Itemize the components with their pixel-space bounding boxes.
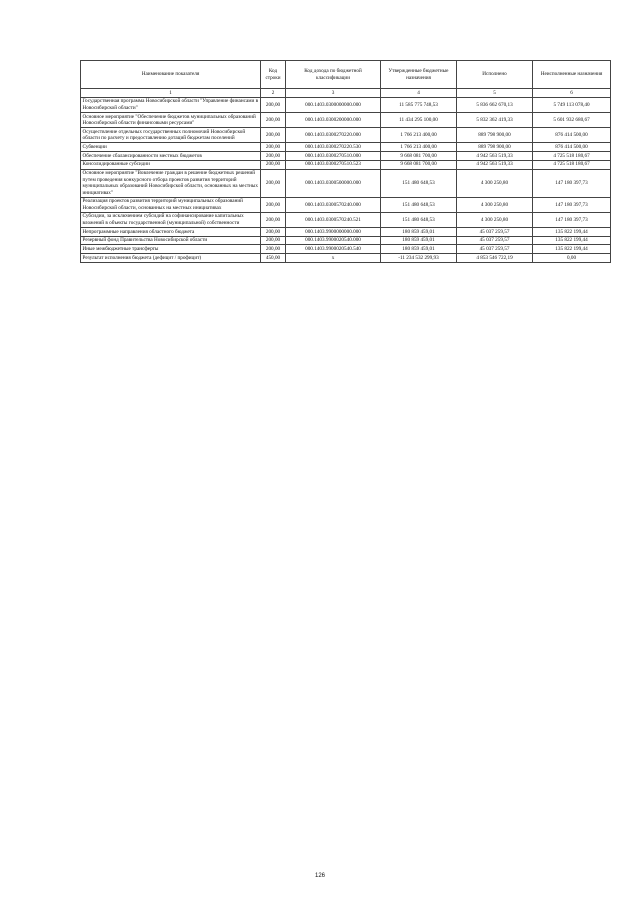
indicator-name-cell: Субсидии, за исключением субсидий на софинансирование капитальных вложений в объекты государственной (муниципальной) собственности [81, 212, 261, 227]
page-number: 126 [314, 873, 325, 879]
unexecuted-amount-cell: 147 180 397,73 [533, 197, 611, 212]
income-code-cell: 000.1403.9900000000.000 [286, 228, 381, 237]
budget-execution-table [80, 60, 611, 263]
unexecuted-amount-cell: 5 601 932 680,67 [533, 113, 611, 128]
approved-amount-cell: 1 766 213 400,00 [381, 128, 457, 143]
table-row [81, 97, 611, 112]
executed-amount-cell: 45 037 259,57 [457, 228, 533, 237]
column-number: 1 [81, 89, 261, 98]
income-code-cell: x [286, 254, 381, 263]
approved-amount-cell: 11 434 295 100,00 [381, 113, 457, 128]
executed-amount-cell: 889 798 900,00 [457, 143, 533, 152]
unexecuted-amount-cell: 135 822 199,44 [533, 245, 611, 254]
indicator-name-cell: Результат исполнения бюджета (дефицит / профицит) [81, 254, 261, 263]
approved-amount-cell: 151 480 648,53 [381, 212, 457, 227]
table-row [81, 128, 611, 143]
indicator-name-cell: Иные межбюджетные трансферты [81, 245, 261, 254]
table-row [81, 228, 611, 237]
income-code-cell: 000.1403.9900020540.000 [286, 236, 381, 245]
line-code-cell: 200,00 [261, 169, 286, 197]
header-approved: Утвержденные бюджетные назначения [381, 61, 457, 89]
approved-amount-cell: 180 859 459,01 [381, 245, 457, 254]
approved-amount-cell: 151 480 648,53 [381, 197, 457, 212]
executed-amount-cell: 4 300 250,80 [457, 212, 533, 227]
income-code-cell: 000.1403.0300270510.523 [286, 160, 381, 169]
executed-amount-cell: 4 853 546 722,19 [457, 254, 533, 263]
column-number: 6 [533, 89, 611, 98]
executed-amount-cell: 45 037 259,57 [457, 236, 533, 245]
executed-amount-cell: 45 037 259,57 [457, 245, 533, 254]
column-number: 4 [381, 89, 457, 98]
approved-amount-cell: 11 585 775 748,53 [381, 97, 457, 112]
header-executed: Исполнено [457, 61, 533, 89]
approved-amount-cell: 151 480 648,53 [381, 169, 457, 197]
approved-amount-cell: 9 668 081 700,00 [381, 160, 457, 169]
income-code-cell: 000.1403.0300270510.000 [286, 152, 381, 161]
indicator-name-cell: Государственная программа Новосибирской области "Управление финансами в Новосибирской области" [81, 97, 261, 112]
header-indicator-name: Наименование показателя [81, 61, 261, 89]
indicator-name-cell: Субвенции [81, 143, 261, 152]
indicator-name-cell: Основное мероприятие "Вовлечение граждан в решение бюджетных решений путем проведения конкурсного отбора проектов развития территорий муниципальных образований Новосибирской области, основанных на местных инициативах" [81, 169, 261, 197]
executed-amount-cell: 4 942 563 519,33 [457, 152, 533, 161]
line-code-cell: 200,00 [261, 212, 286, 227]
unexecuted-amount-cell: 135 822 199,44 [533, 228, 611, 237]
income-code-cell: 000.1403.0300270220.000 [286, 128, 381, 143]
table-row [81, 245, 611, 254]
executed-amount-cell: 5 832 362 419,33 [457, 113, 533, 128]
table-row [81, 212, 611, 227]
unexecuted-amount-cell: 4 725 518 180,67 [533, 152, 611, 161]
income-code-cell: 000.1403.0300270220.530 [286, 143, 381, 152]
approved-amount-cell: 9 668 081 700,00 [381, 152, 457, 161]
header-income-code: Код дохода по бюджетной классификации [286, 61, 381, 89]
table-row [81, 254, 611, 263]
approved-amount-cell: 1 766 213 400,00 [381, 143, 457, 152]
unexecuted-amount-cell: 0,00 [533, 254, 611, 263]
indicator-name-cell: Осуществление отдельных государственных полномочий Новосибирской области по расчету и предоставлению дотаций бюджетам поселений [81, 128, 261, 143]
table-row [81, 197, 611, 212]
table-row [81, 152, 611, 161]
unexecuted-amount-cell: 147 180 397,73 [533, 212, 611, 227]
table-row [81, 236, 611, 245]
indicator-name-cell: Резервный фонд Правительства Новосибирской области [81, 236, 261, 245]
line-code-cell: 200,00 [261, 143, 286, 152]
unexecuted-amount-cell: 876 414 500,00 [533, 128, 611, 143]
unexecuted-amount-cell: 4 725 518 180,67 [533, 160, 611, 169]
line-code-cell: 200,00 [261, 228, 286, 237]
executed-amount-cell: 4 942 563 519,33 [457, 160, 533, 169]
line-code-cell: 200,00 [261, 236, 286, 245]
header-line-code: Код строки [261, 61, 286, 89]
income-code-cell: 000.1403.0300570240.521 [286, 212, 381, 227]
line-code-cell: 450,00 [261, 254, 286, 263]
line-code-cell: 200,00 [261, 97, 286, 112]
indicator-name-cell: Консолидированные субсидии [81, 160, 261, 169]
indicator-name-cell: Непрограммные направления областного бюджета [81, 228, 261, 237]
line-code-cell: 200,00 [261, 128, 286, 143]
line-code-cell: 200,00 [261, 152, 286, 161]
column-number: 2 [261, 89, 286, 98]
approved-amount-cell: 180 859 459,01 [381, 236, 457, 245]
line-code-cell: 200,00 [261, 160, 286, 169]
executed-amount-cell: 5 836 662 670,13 [457, 97, 533, 112]
table-row [81, 169, 611, 197]
table-row [81, 143, 611, 152]
table-body [81, 97, 611, 262]
income-code-cell: 000.1403.0300000000.000 [286, 97, 381, 112]
unexecuted-amount-cell: 147 180 397,73 [533, 169, 611, 197]
indicator-name-cell: Реализация проектов развития территорий муниципальных образований Новосибирской области, основанных на местных инициативах [81, 197, 261, 212]
table-row [81, 113, 611, 128]
unexecuted-amount-cell: 876 414 500,00 [533, 143, 611, 152]
income-code-cell: 000.1403.0300570240.000 [286, 197, 381, 212]
indicator-name-cell: Обеспечение сбалансированности местных бюджетов [81, 152, 261, 161]
income-code-cell: 000.1403.0300500000.000 [286, 169, 381, 197]
approved-amount-cell: 180 859 459,01 [381, 228, 457, 237]
column-number: 5 [457, 89, 533, 98]
executed-amount-cell: 4 300 250,80 [457, 169, 533, 197]
column-number: 3 [286, 89, 381, 98]
line-code-cell: 200,00 [261, 245, 286, 254]
executed-amount-cell: 889 798 900,00 [457, 128, 533, 143]
unexecuted-amount-cell: 135 822 199,44 [533, 236, 611, 245]
indicator-name-cell: Основное мероприятие "Обеспечение бюджетов муниципальных образований Новосибирской области финансовыми ресурсами" [81, 113, 261, 128]
header-unexecuted: Неисполненные назначения [533, 61, 611, 89]
executed-amount-cell: 4 300 250,80 [457, 197, 533, 212]
unexecuted-amount-cell: 5 749 113 078,40 [533, 97, 611, 112]
income-code-cell: 000.1403.0300200000.000 [286, 113, 381, 128]
table-row [81, 160, 611, 169]
column-number-row [81, 89, 611, 98]
income-code-cell: 000.1403.9900020540.540 [286, 245, 381, 254]
approved-amount-cell: -11 234 532 299,93 [381, 254, 457, 263]
line-code-cell: 200,00 [261, 197, 286, 212]
header-row [81, 61, 611, 89]
line-code-cell: 200,00 [261, 113, 286, 128]
